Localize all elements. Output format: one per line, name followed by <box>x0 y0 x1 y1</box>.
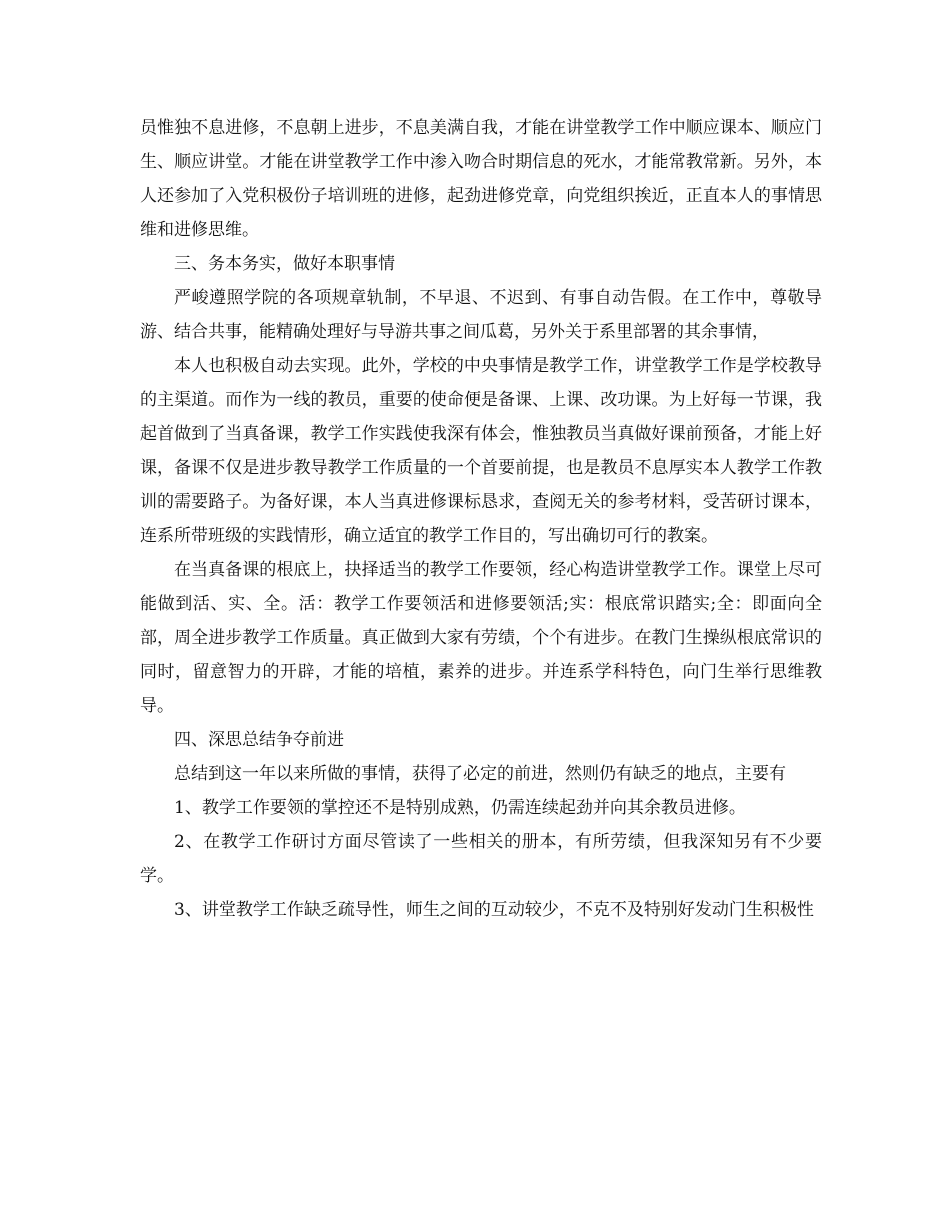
list-item-3: 3、讲堂教学工作缺乏疏导性，师生之间的互动较少，不克不及特别好发动门生积极性 <box>174 900 814 920</box>
paragraph-discipline: 严峻遵照学院的各项规章轨制，不早退、不迟到、有事自动告假。在工作中，尊敬导游、结合共事，能精确处理好与导游共事之间瓜葛，另外关于系里部署的其余事情， <box>140 288 822 342</box>
list-item-1: 1、教学工作要领的掌控还不是特别成熟，仍需连续起劲并向其余教员进修。 <box>174 798 746 818</box>
paragraph-summary: 总结到这一年以来所做的事情，获得了必定的前进，然则仍有缺乏的地点，主要有 <box>174 764 786 784</box>
list-item-2: 2、在教学工作研讨方面尽管读了一些相关的册本，有所劳绩，但我深知另有不少要学。 <box>140 832 822 886</box>
section-heading-4: 四、深思总结争夺前进 <box>174 730 344 750</box>
paragraph-lesson-prep: 本人也积极自动去实现。此外，学校的中央事情是教学工作，讲堂教学工作是学校教导的主渠道。而作为一线的教员，重要的使命便是备课、上课、改功课。为上好每一节课，我起首做到了当真备课，教学工作实践使我深有体会，惟独教员当真做好课前预备，才能上好课，备课不仅是进步教导教学工作质量的一个首要前提，也是教员不息厚实本人教学工作教训的需要路子。为备好课，本人当真进修课标恳求，查阅无关的参考材料，受苦研讨课本，连系所带班级的实践情形，确立适宜的教学工作目的，写出确切可行的教案。 <box>140 356 822 546</box>
section-heading-3: 三、务本务实，做好本职事情 <box>174 254 395 274</box>
paragraph-teaching-method: 在当真备课的根底上，抉择适当的教学工作要领，经心构造讲堂教学工作。课堂上尽可能做到活、实、全。活：教学工作要领活和进修要领活;实：根底常识踏实;全：即面向全部，周全进步教学工作质量。真正做到大家有劳绩，个个有进步。在教门生操纵根底常识的同时，留意智力的开辟，才能的培植，素养的进步。并连系学科特色，向门生举行思维教导。 <box>140 560 822 716</box>
paragraph-continuation: 员惟独不息进修，不息朝上进步，不息美满自我，才能在讲堂教学工作中顺应课本、顺应门生、顺应讲堂。才能在讲堂教学工作中渗入吻合时期信息的死水，才能常教常新。另外，本人还参加了入党积极份子培训班的进修，起劲进修党章，向党组织挨近，正直本人的事情思维和进修思维。 <box>140 118 822 240</box>
